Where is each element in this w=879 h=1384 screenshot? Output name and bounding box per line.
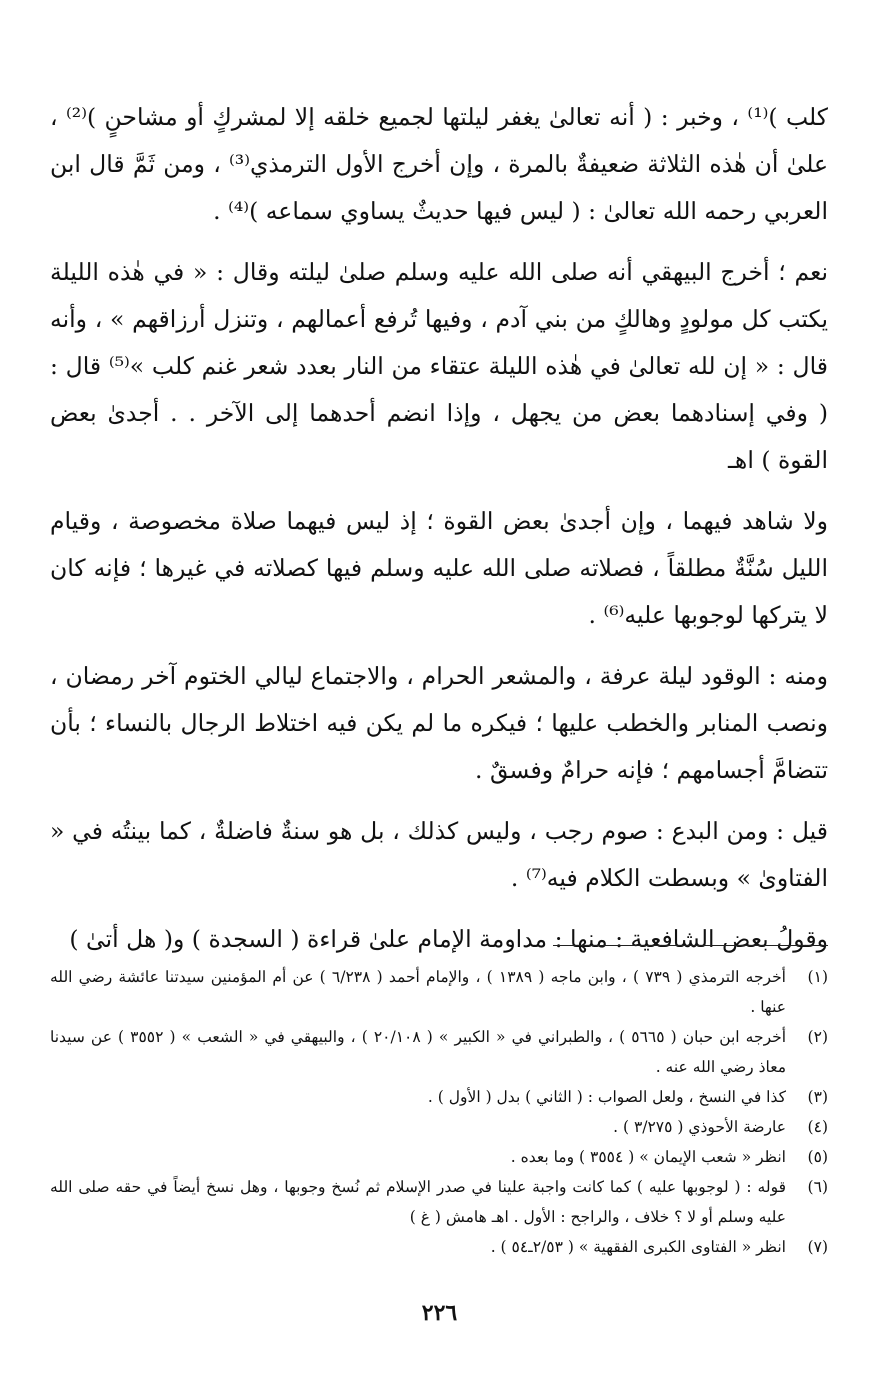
footnote-3 [50, 1082, 828, 1112]
footnote-text: انظر « شعب الإيمان » ( ٣٥٥٤ ) وما بعده . [510, 1148, 786, 1166]
footnote-number: (٤) [807, 1118, 828, 1136]
footnote-separator [553, 945, 828, 946]
footnote-text: قوله : ( لوجوبها عليه ) كما كانت واجبة علينا في صدر الإسلام ثم نُسخ وجوبها ، وهل نسخ أيضاً في حقه صلى الله عليه وسلم أو لا ؟ خلاف ، والراجح : الأول . اهـ هامش ( غ ) [50, 1178, 786, 1226]
footnote-1 [50, 962, 828, 1022]
footnote-6 [50, 1172, 828, 1232]
footnote-number: (٧) [807, 1238, 828, 1256]
footnote-number: (٢) [807, 1028, 828, 1046]
footnote-text: أخرجه ابن حبان ( ٥٦٦٥ ) ، والطبراني في « الكبير » ( ٢٠/١٠٨ ) ، والبيهقي في « الشعب » ( ٣٥٥٢ ) عن سيدنا معاذ رضي الله عنه . [50, 1028, 787, 1076]
paragraph-1: كلب )⁽¹⁾ ، وخبر : ( أنه تعالىٰ يغفر ليلتها لجميع خلقه إلا لمشركٍ أو مشاحنٍ )⁽²⁾ ، علىٰ أن هٰذه الثلاثة ضعيفةٌ بالمرة ، وإن أخرج الأول الترمذي⁽³⁾ ، ومن ثَمَّ قال ابن العربي رحمه الله تعالىٰ : ( ليس فيها حديثٌ يساوي سماعه )⁽⁴⁾ . [50, 103, 828, 225]
paragraph-5: قيل : ومن البدع : صوم رجب ، وليس كذلك ، بل هو سنةٌ فاضلةٌ ، كما بينتُه في « الفتاوىٰ » وبسطت الكلام فيه⁽⁷⁾ . [50, 817, 828, 892]
footnote-text: انظر « الفتاوى الكبرى الفقهية » ( ٢/٥٣ـ٥٤ ) . [490, 1238, 786, 1256]
paragraph-2: نعم ؛ أخرج البيهقي أنه صلى الله عليه وسلم صلىٰ ليلته وقال : « في هٰذه الليلة يكتب كل مولودٍ وهالكٍ من بني آدم ، وفيها تُرفع أعمالهم ، وتنزل أرزاقهم » ، وأنه قال : « إن لله تعالىٰ في هٰذه الليلة عتقاء من النار بعدد شعر غنم كلب »⁽⁵⁾ قال : ( وفي إسنادهما بعض من يجهل ، وإذا انضم أحدهما إلى الآخر . . أجدىٰ بعض القوة ) اهـ [50, 258, 828, 474]
footnote-5 [50, 1142, 828, 1172]
footnote-number: (٦) [807, 1178, 828, 1196]
page-number: ٢٢٦ [421, 1300, 458, 1326]
paragraph-3: ولا شاهد فيهما ، وإن أجدىٰ بعض القوة ؛ إذ ليس فيهما صلاة مخصوصة ، وقيام الليل سُنَّةٌ مطلقاً ، فصلاته صلى الله عليه وسلم فيها كصلاته في غيرها ؛ فإنه كان لا يتركها لوجوبها عليه⁽⁶⁾ . [50, 507, 828, 629]
footnote-number: (١) [807, 968, 828, 986]
paragraph-4: ومنه : الوقود ليلة عرفة ، والمشعر الحرام ، والاجتماع ليالي الختوم آخر رمضان ، ونصب المنابر والخطب عليها ؛ فيكره ما لم يكن فيه اختلاط الرجال بالنساء ؛ بأن تتضامَّ أجسامهم ؛ فإنه حرامٌ وفسقٌ . [50, 662, 828, 784]
footnote-number: (٥) [807, 1148, 828, 1166]
footnote-text: كذا في النسخ ، ولعل الصواب : ( الثاني ) بدل ( الأول ) . [427, 1088, 786, 1106]
paragraph-6: وقولُ بعض الشافعية : منها : مداومة الإمام علىٰ قراءة ( السجدة ) و( هل أتىٰ ) [69, 925, 828, 953]
footnote-text: عارضة الأحوذي ( ٣/٢٧٥ ) . [613, 1118, 786, 1136]
footnote-4 [50, 1112, 828, 1142]
footnotes [50, 962, 828, 1262]
footnote-number: (٣) [807, 1088, 828, 1106]
footnote-text: أخرجه الترمذي ( ٧٣٩ ) ، وابن ماجه ( ١٣٨٩ ) ، والإمام أحمد ( ٦/٢٣٨ ) عن أم المؤمنين سيدتنا عائشة رضي الله عنها . [50, 968, 786, 1016]
main-text [50, 94, 828, 977]
footnote-7 [50, 1232, 828, 1262]
footnote-2 [50, 1022, 828, 1082]
